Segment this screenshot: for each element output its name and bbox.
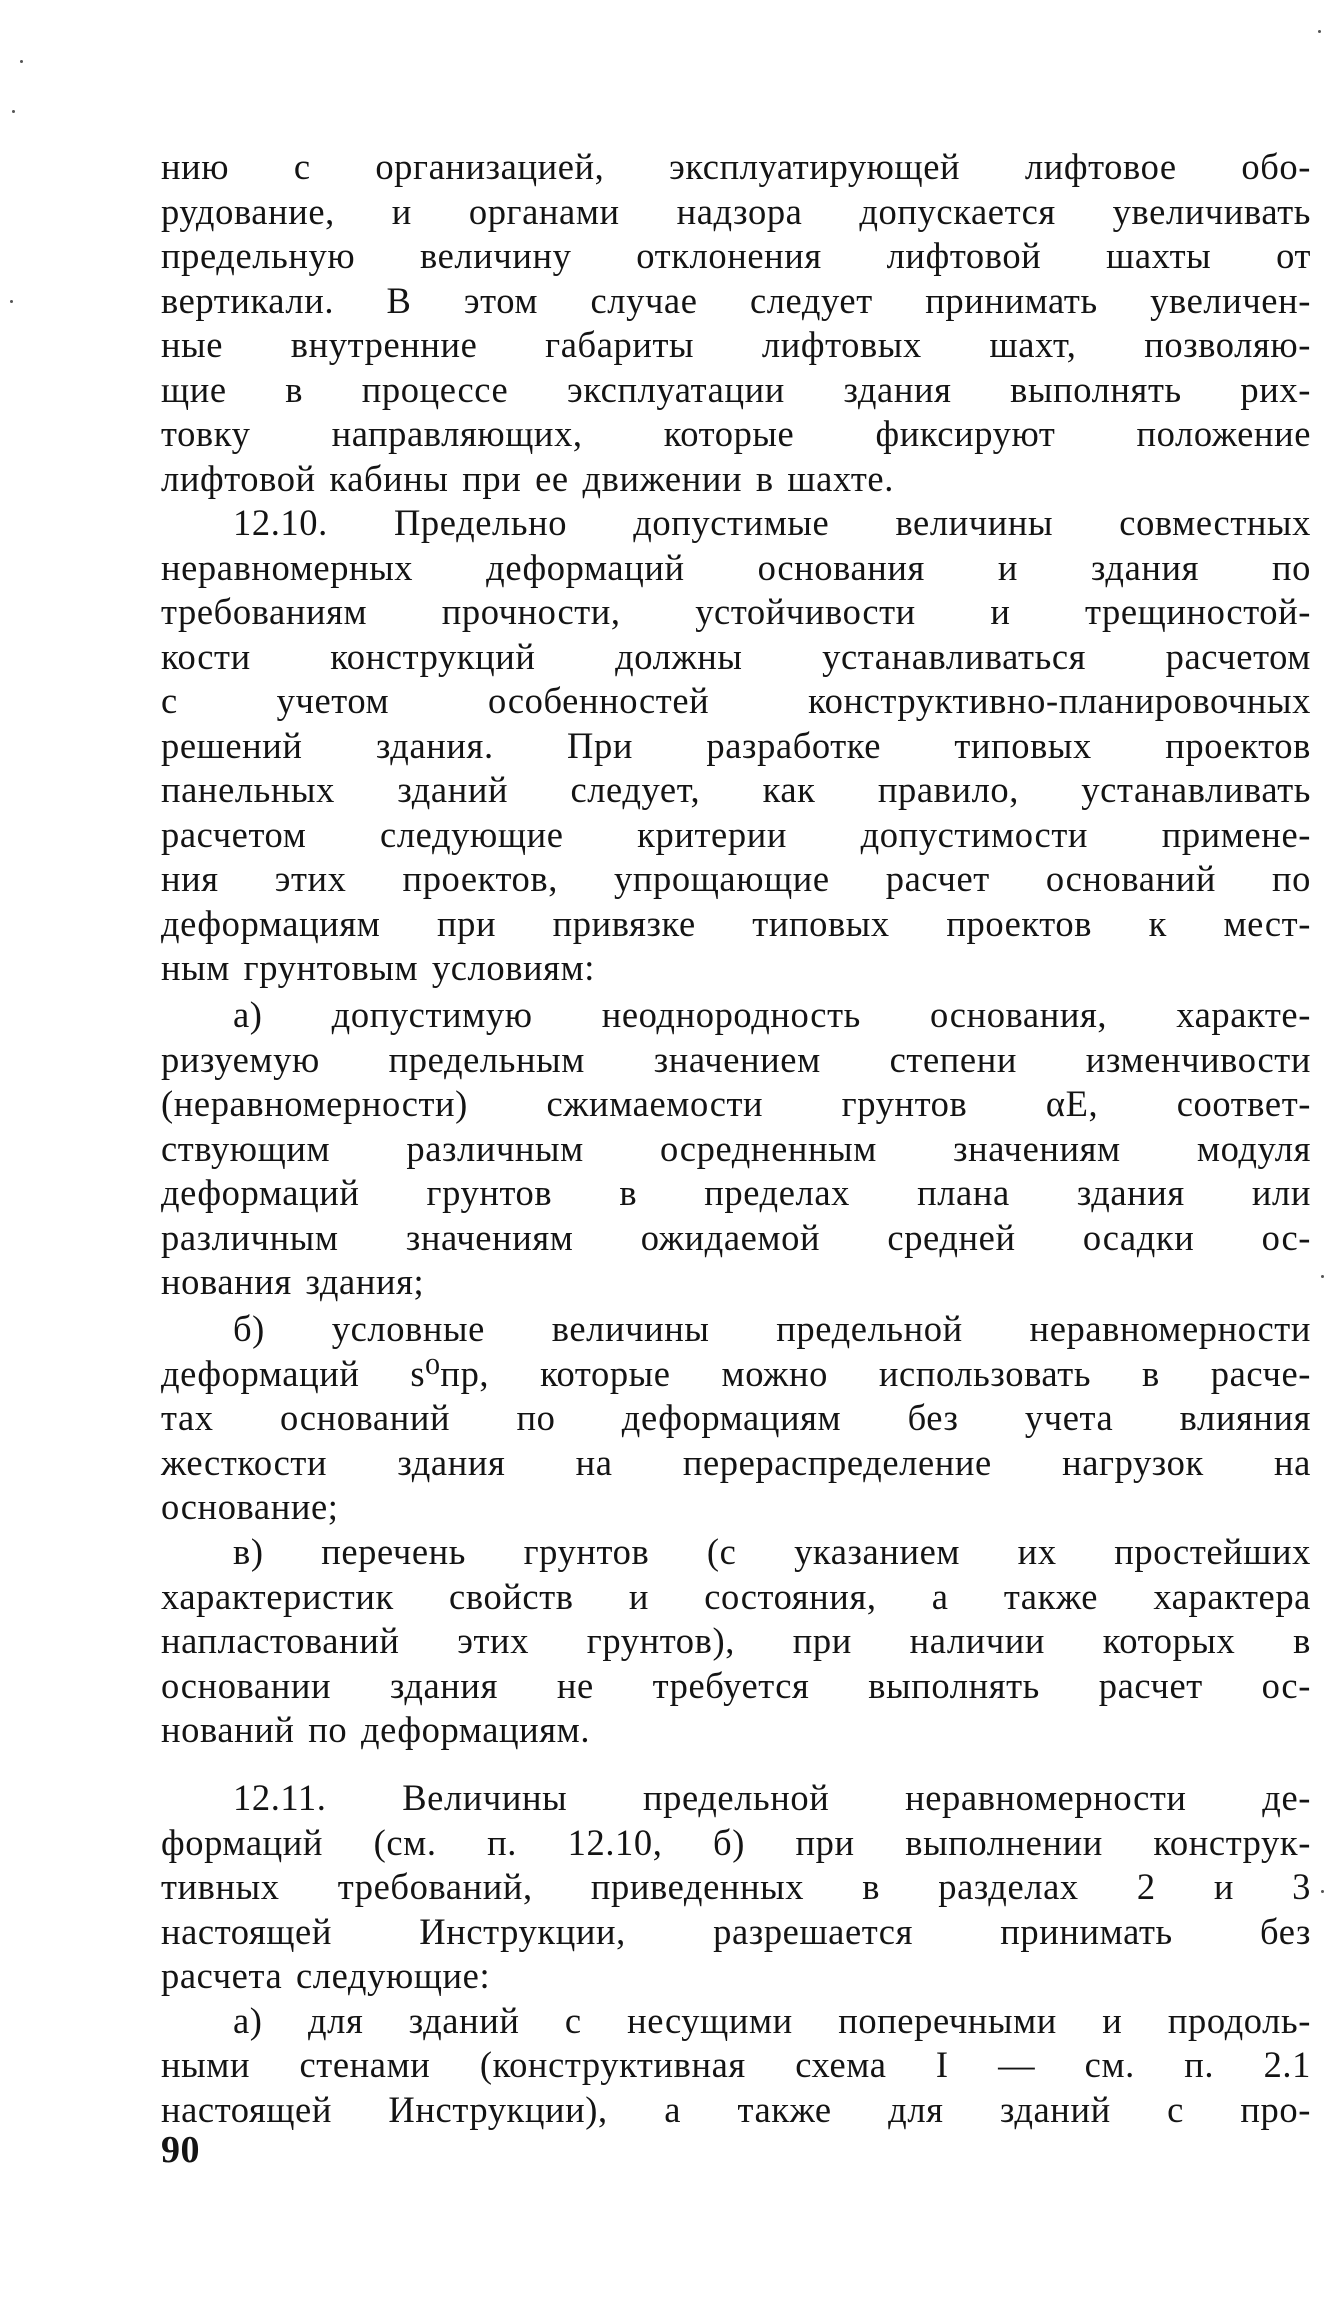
text-line: деформаций s⁰пр, которые можно использовать в расче- (161, 1352, 1311, 1394)
text-line: панельных зданий следует, как правило, устанавливать (161, 769, 1311, 810)
scan-speck (12, 110, 15, 113)
text-line: ными стенами (конструктивная схема I — см. п. 2.1 (161, 2044, 1311, 2085)
text-line: нию с организацией, эксплуатирующей лифтовое обо- (161, 146, 1311, 187)
text-line: требованиям прочности, устойчивости и трещиностой- (161, 591, 1311, 632)
text-line: расчета следующие: (161, 1955, 491, 1996)
text-line: формаций (см. п. 12.10, б) при выполнении конструк- (161, 1821, 1311, 1863)
scan-speck (1318, 30, 1321, 33)
text-line: кости конструкций должны устанавливаться расчетом (161, 635, 1311, 677)
text-line: 12.10. Предельно допустимые величины совместных (233, 502, 1311, 543)
paragraph-12-11 (161, 1776, 1311, 2132)
scan-speck (1321, 1890, 1324, 1893)
text-line: нования здания; (161, 1261, 425, 1302)
text-line: ствующим различным осредненным значениям модуля (161, 1127, 1311, 1169)
text-line: различным значениям ожидаемой средней осадки ос- (161, 1216, 1311, 1258)
text-line: (неравномерности) сжимаемости грунтов αE, соответ- (161, 1083, 1311, 1124)
scan-speck (10, 300, 13, 303)
paragraph-continuation (161, 145, 1311, 501)
text-line: лифтовой кабины при ее движении в шахте. (161, 457, 894, 499)
text-line: б) условные величины предельной неравномерности (233, 1308, 1311, 1349)
text-line: характеристик свойств и состояния, а также характера (161, 1575, 1311, 1617)
scan-speck (20, 60, 23, 63)
text-line: деформациям при привязке типовых проектов к мест- (161, 902, 1311, 944)
text-line: а) для зданий с несущими поперечными и продоль- (233, 1999, 1311, 2041)
text-line: щие в процессе эксплуатации здания выполнять рих- (161, 368, 1311, 410)
text-line: ные внутренние габариты лифтовых шахт, позволяю- (161, 324, 1311, 365)
text-line: нований по деформациям. (161, 1709, 591, 1750)
text-line: тивных требований, приведенных в разделах 2 и 3 (161, 1866, 1311, 1907)
list-item-a (161, 993, 1311, 1305)
text-line: предельную величину отклонения лифтовой шахты от (161, 235, 1311, 276)
text-line: тах оснований по деформациям без учета влияния (161, 1397, 1311, 1438)
text-line: 12.11. Величины предельной неравномерности де- (233, 1777, 1311, 1818)
page-number: 90 (161, 2129, 200, 2171)
scan-speck (1321, 1275, 1324, 1278)
text-line: решений здания. При разработке типовых проектов (161, 724, 1311, 766)
text-line: деформаций грунтов в пределах плана здания или (161, 1172, 1311, 1213)
text-line: товку направляющих, которые фиксируют положение (161, 413, 1311, 454)
text-line: в) перечень грунтов (с указанием их простейших (233, 1531, 1311, 1572)
list-item-b (161, 1307, 1311, 1530)
list-item-v (161, 1530, 1311, 1753)
paragraph-12-10 (161, 501, 1311, 991)
text-line: расчетом следующие критерии допустимости примене- (161, 813, 1311, 855)
text-line: ризуемую предельным значением степени изменчивости (161, 1038, 1311, 1080)
text-line: рудование, и органами надзора допускается увеличивать (161, 190, 1311, 232)
text-line: вертикали. В этом случае следует принимать увеличен- (161, 279, 1311, 321)
text-line: ным грунтовым условиям: (161, 947, 596, 988)
text-line: неравномерных деформаций основания и здания по (161, 546, 1311, 588)
text-line: основание; (161, 1486, 339, 1527)
text-line: а) допустимую неоднородность основания, характе- (233, 994, 1311, 1035)
text-line: с учетом особенностей конструктивно-планировочных (161, 680, 1311, 721)
text-line: настоящей Инструкции), а также для зданий с про- (161, 2088, 1311, 2130)
text-line: ния этих проектов, упрощающие расчет оснований по (161, 858, 1311, 899)
text-line: настоящей Инструкции, разрешается принимать без (161, 1910, 1311, 1952)
text-line: напластований этих грунтов), при наличии которых в (161, 1620, 1311, 1661)
text-line: жесткости здания на перераспределение нагрузок на (161, 1441, 1311, 1483)
text-line: основании здания не требуется выполнять расчет ос- (161, 1664, 1311, 1706)
